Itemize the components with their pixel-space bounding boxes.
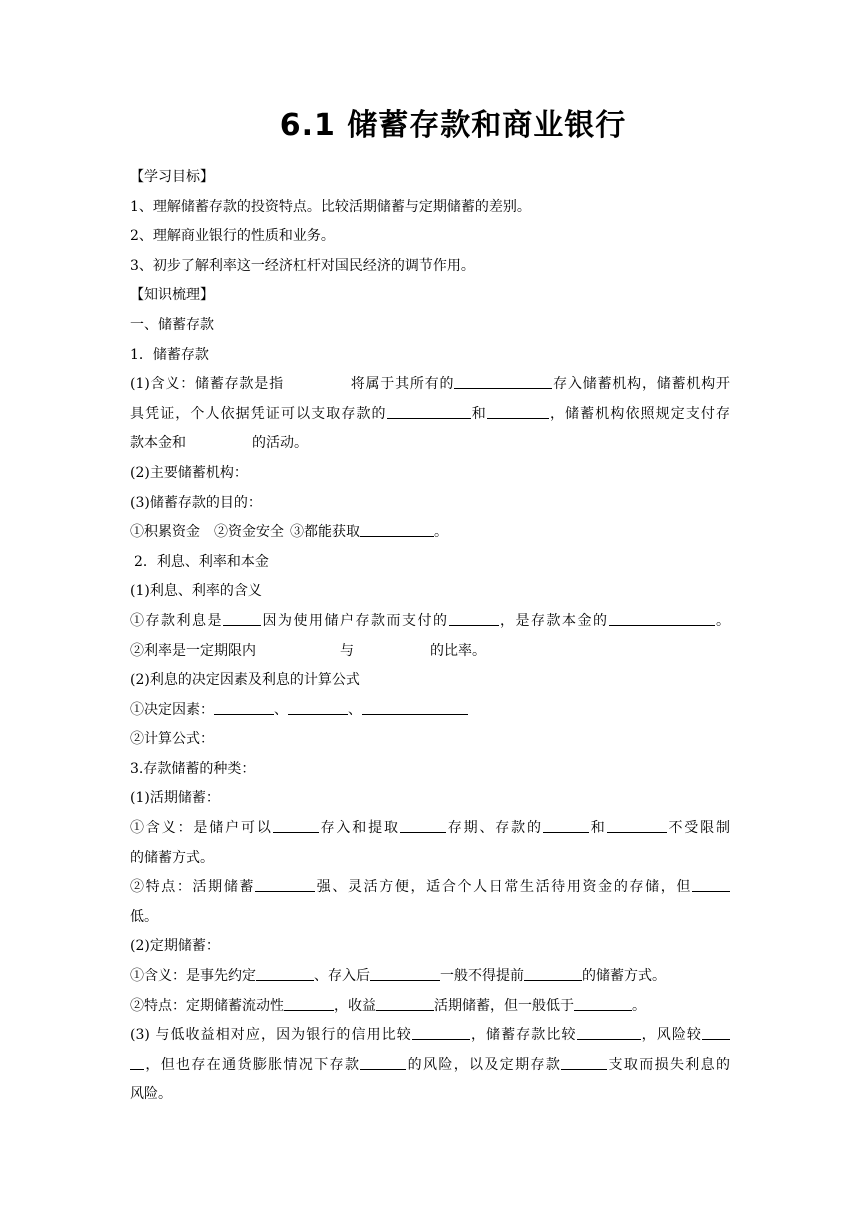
text-run: ①存款利息是: [130, 612, 223, 629]
fill-blank[interactable]: [255, 877, 315, 892]
paragraph-line: [130, 1051, 730, 1081]
text-run: ②特点：定期储蓄流动性: [130, 997, 284, 1014]
paragraph-line: [130, 429, 730, 459]
text-run: ，但也存在通货膨胀情况下存款: [144, 1056, 361, 1073]
fill-blank[interactable]: [607, 818, 667, 833]
subsection-heading: 3.存款储蓄的种类：: [130, 760, 256, 777]
fill-blank[interactable]: [360, 1055, 406, 1070]
paragraph-line: (1)利息、利率的含义: [130, 583, 262, 600]
paragraph-line: (1)活期储蓄：: [130, 790, 220, 807]
fill-blank[interactable]: [702, 1025, 730, 1040]
text-run: 支取而损失利息的: [607, 1056, 731, 1073]
fill-blank[interactable]: [223, 611, 261, 626]
text-run: 活期储蓄，但一般低于: [434, 997, 574, 1014]
text-run: ①决定因素：: [130, 701, 214, 718]
text-run: 具凭证，个人依据凭证可以支取存款的: [130, 405, 387, 422]
fill-blank[interactable]: [360, 522, 434, 537]
paragraph-line: ②计算公式：: [130, 731, 214, 748]
section-heading: 【学习目标】: [130, 169, 214, 185]
objective-item: 3、初步了解利率这一经济杠杆对国民经济的调节作用。: [130, 257, 475, 274]
paragraph-line: [130, 873, 730, 903]
fill-blank[interactable]: [449, 611, 499, 626]
paragraph-line: (2)主要储蓄机构：: [130, 464, 248, 481]
text-run: 的储蓄方式。: [582, 968, 666, 985]
text-run: 因为使用储户存款而支付的: [261, 612, 449, 629]
fill-blank[interactable]: [574, 996, 632, 1011]
text-run: ①积累资金: [130, 524, 200, 541]
page-title: 6.1 储蓄存款和商业银行: [279, 108, 627, 143]
text-run: 。: [632, 997, 646, 1014]
paragraph-line: [130, 992, 730, 1022]
paragraph-line: 低。: [130, 908, 158, 925]
text-run: 。: [714, 612, 730, 629]
text-run: 一般不得提前: [440, 968, 524, 985]
fill-blank[interactable]: [214, 700, 274, 715]
paragraph-line: [130, 370, 730, 400]
fill-blank[interactable]: [370, 966, 440, 981]
paragraph-line: 的储蓄方式。: [130, 849, 214, 866]
fill-blank[interactable]: [577, 1025, 641, 1040]
fill-blank[interactable]: [524, 966, 582, 981]
fill-blank[interactable]: [692, 877, 730, 892]
text-run: ，储蓄机构依照规定支付存: [548, 405, 731, 422]
subsection-heading: 一、储蓄存款: [130, 316, 214, 333]
text-run: ③都能获取: [290, 524, 360, 541]
paragraph-line: [130, 607, 730, 637]
paragraph-line: (3)储蓄存款的目的：: [130, 494, 262, 511]
text-run: ②资金安全: [214, 524, 284, 541]
text-run: 的比率。: [430, 642, 486, 659]
text-run: 、存入后: [314, 968, 370, 985]
paragraph-line: [130, 1021, 730, 1051]
fill-blank[interactable]: [284, 996, 334, 1011]
fill-blank[interactable]: [400, 818, 446, 833]
text-run: 存入储蓄机构，储蓄机构开: [552, 376, 731, 393]
text-run: 款本金和: [130, 435, 186, 452]
paragraph-line: [130, 518, 730, 548]
document-body: [130, 163, 730, 1110]
text-run: 将属于其所有的: [349, 376, 455, 393]
fill-blank[interactable]: [454, 374, 552, 389]
text-run: ①含义：是储户可以: [130, 820, 273, 837]
text-run: ，收益: [334, 997, 376, 1014]
text-run: 和: [588, 820, 607, 837]
paragraph-line: (2)定期储蓄：: [130, 938, 220, 955]
paragraph-line: [130, 400, 730, 430]
text-run: (3) 与低收益相对应，因为银行的信用比较: [130, 1027, 412, 1044]
fill-blank[interactable]: [288, 700, 348, 715]
text-run: 的风险，以及定期存款: [406, 1056, 562, 1073]
text-run: ，是存款本金的: [498, 612, 609, 629]
text-run: 不受限制: [666, 820, 731, 837]
fill-blank[interactable]: [376, 996, 434, 1011]
fill-blank[interactable]: [412, 1025, 470, 1040]
fill-blank[interactable]: [609, 611, 715, 626]
paragraph-line: [130, 962, 730, 992]
text-run: ，储蓄存款比较: [469, 1027, 577, 1044]
fill-blank[interactable]: [273, 818, 319, 833]
objective-item: 2、理解商业银行的性质和业务。: [130, 228, 335, 245]
text-run: 的活动。: [252, 435, 308, 452]
text-run: 、: [348, 701, 362, 718]
fill-blank[interactable]: [387, 404, 471, 419]
subsection-heading: 1．储蓄存款: [130, 346, 209, 363]
fill-blank[interactable]: [487, 404, 549, 419]
paragraph-line: [130, 814, 730, 844]
text-run: 、: [274, 701, 288, 718]
objective-item: 1、理解储蓄存款的投资特点。比较活期储蓄与定期储蓄的差别。: [130, 198, 531, 215]
text-run: 存入和提取: [318, 820, 400, 837]
fill-blank[interactable]: [256, 966, 314, 981]
text-run: ②特点：活期储蓄: [130, 879, 256, 896]
fill-blank[interactable]: [561, 1055, 607, 1070]
text-run: 和: [470, 405, 487, 422]
text-run: 与: [340, 642, 354, 659]
paragraph-line: [130, 637, 730, 667]
text-run: ②利率是一定期限内: [130, 642, 256, 659]
text-run: 存期、存款的: [445, 820, 543, 837]
fill-blank[interactable]: [543, 818, 589, 833]
paragraph-line: 风险。: [130, 1086, 172, 1103]
text-run: ，风险较: [640, 1027, 703, 1044]
fill-blank[interactable]: [362, 700, 468, 715]
text-run: ①含义：是事先约定: [130, 968, 256, 985]
section-heading: 【知识梳理】: [130, 287, 214, 304]
paragraph-line: (2)利息的决定因素及利息的计算公式: [130, 672, 360, 689]
paragraph-line: [130, 696, 730, 726]
text-run: (1)含义：储蓄存款是指: [130, 376, 284, 393]
subsection-heading: 2．利息、利率和本金: [134, 553, 269, 570]
fill-blank[interactable]: [130, 1055, 144, 1070]
text-run: 强、灵活方便，适合个人日常生活待用资金的存储，但: [315, 879, 693, 896]
text-run: 。: [434, 524, 448, 541]
